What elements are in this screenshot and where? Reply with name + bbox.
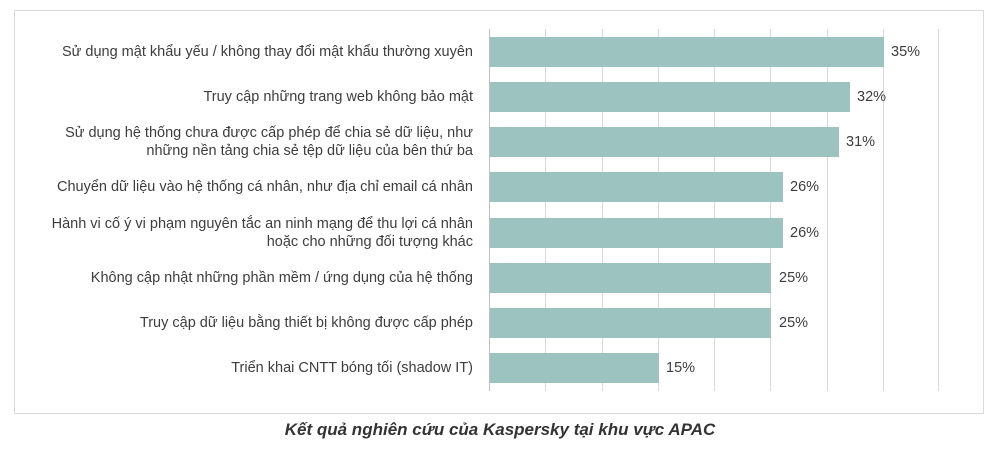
category-label: Chuyển dữ liệu vào hệ thống cá nhân, như địa chỉ email cá nhân: [56, 179, 473, 196]
bar-row: [15, 210, 983, 255]
category-label: Triển khai CNTT bóng tối (shadow IT): [231, 360, 473, 377]
plot-area: [15, 11, 983, 413]
chart-frame: [14, 10, 984, 414]
bar-row: [15, 301, 983, 346]
bar-value-label: 26%: [790, 224, 820, 241]
bar[interactable]: [490, 353, 659, 383]
bar-track: [490, 255, 983, 300]
bar-row: [15, 255, 983, 300]
category-label: Truy cập dữ liệu bằng thiết bị không được cấp phép: [139, 315, 473, 332]
bar-value-label: 26%: [790, 179, 820, 196]
bar-value-label: 32%: [857, 88, 887, 105]
bar-value-label: 25%: [779, 269, 809, 286]
bar[interactable]: [490, 37, 884, 67]
bar[interactable]: [490, 172, 783, 202]
bar-track: [490, 346, 983, 391]
category-label: Truy cập những trang web không bảo mật: [203, 88, 473, 105]
category-label: Không cập nhật những phần mềm / ứng dụng của hệ thống: [90, 269, 473, 286]
bar[interactable]: [490, 308, 771, 338]
bar[interactable]: [490, 82, 850, 112]
bar[interactable]: [490, 127, 839, 157]
bar-value-label: 15%: [666, 360, 696, 377]
category-label: Hành vi cố ý vi phạm nguyên tắc an ninh mạng để thu lợi cá nhân hoặc cho những đối tượng khác: [51, 215, 473, 250]
category-label: Sử dụng mật khẩu yếu / không thay đổi mật khẩu thường xuyên: [61, 43, 473, 60]
bar-track: [490, 165, 983, 210]
bar-row: [15, 165, 983, 210]
bar-track: [490, 29, 983, 74]
bar-value-label: 25%: [779, 315, 809, 332]
bar-value-label: 31%: [846, 134, 876, 151]
bar-track: [490, 120, 983, 165]
bar[interactable]: [490, 218, 783, 248]
bar-row: [15, 346, 983, 391]
chart-caption: Kết quả nghiên cứu của Kaspersky tại khu vực APAC: [284, 420, 716, 439]
bar-track: [490, 301, 983, 346]
category-label: Sử dụng hệ thống chưa được cấp phép để chia sẻ dữ liệu, như những nền tảng chia sẻ tệp dữ liệu của bên thứ ba: [65, 125, 473, 160]
bar[interactable]: [490, 263, 771, 293]
bar-track: [490, 74, 983, 119]
bar-row: [15, 74, 983, 119]
bar-row: [15, 120, 983, 165]
bar-rows: [15, 29, 983, 391]
bar-track: [490, 210, 983, 255]
bar-row: [15, 29, 983, 74]
bar-value-label: 35%: [891, 43, 921, 60]
